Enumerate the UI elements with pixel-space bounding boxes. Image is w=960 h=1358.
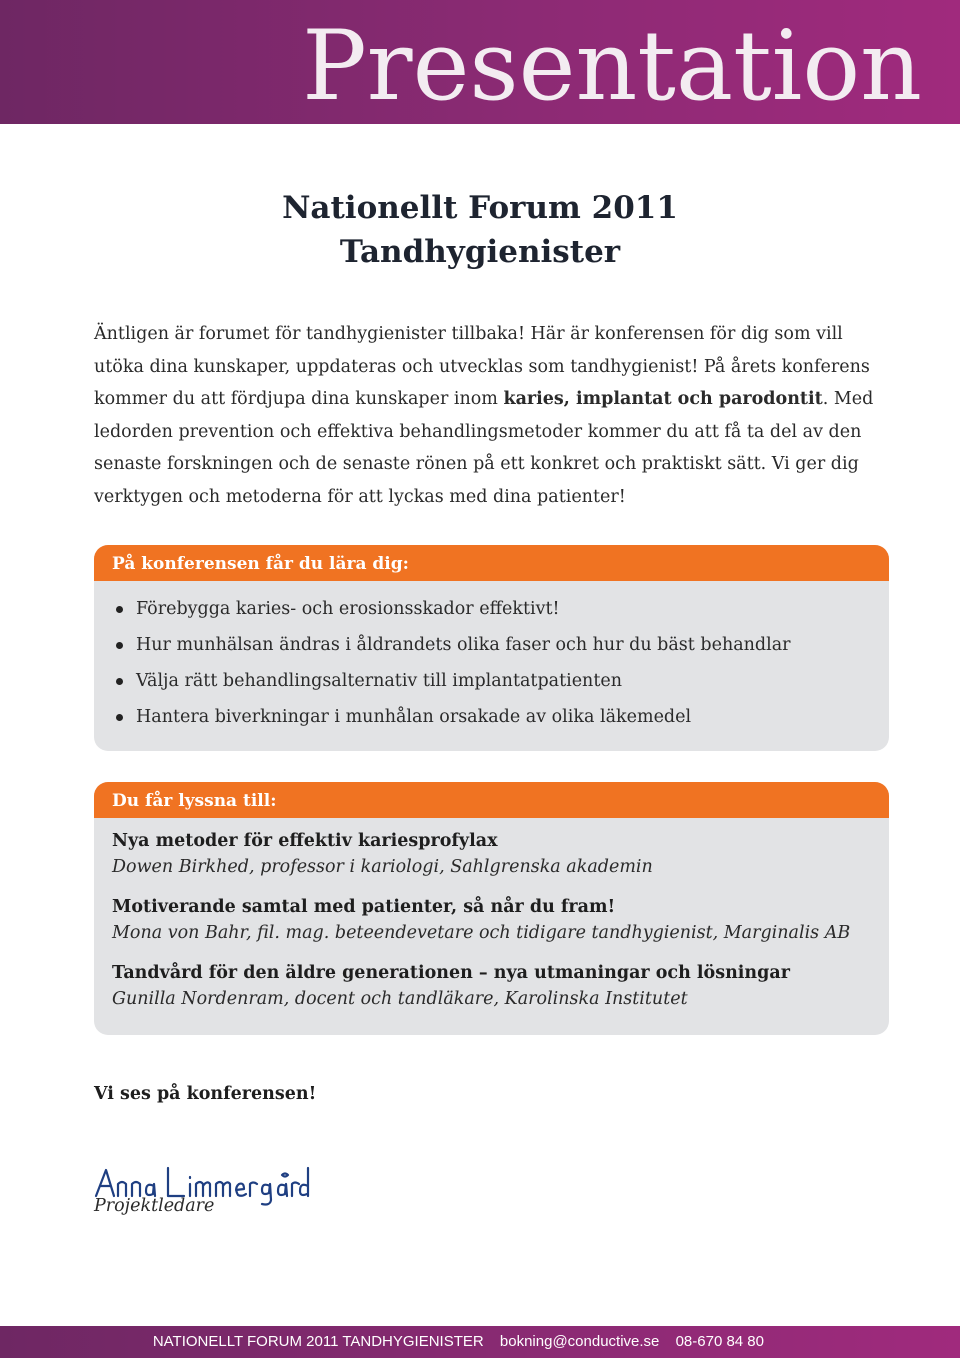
footer-phone: 08-670 84 80 <box>675 1333 764 1350</box>
talk-title: Nya metoder för effektiv kariesprofylax <box>112 831 498 851</box>
talk-speaker: Gunilla Nordenram, docent och tandläkare, Karolinska Institutet <box>112 989 688 1009</box>
learn-panel-heading: På konferensen får du lära dig: <box>94 545 889 581</box>
talk-item <box>112 894 889 946</box>
talk-item <box>112 960 889 1012</box>
learn-list-item: Förebygga karies- och erosionsskador effektivt! <box>116 591 889 627</box>
learn-list-item: Välja rätt behandlingsalternativ till implantatpatienten <box>116 663 889 699</box>
document-title-line-2: Tandhygienister <box>339 234 621 270</box>
learn-list-item: Hantera biverkningar i munhålan orsakade av olika läkemedel <box>116 699 889 735</box>
speakers-panel <box>94 782 889 1035</box>
talk-item <box>112 828 889 880</box>
talk-title: Motiverande samtal med patienter, så når du fram! <box>112 897 616 917</box>
speakers-panel-heading: Du får lyssna till: <box>94 782 889 818</box>
talk-speaker: Dowen Birkhed, professor i kariologi, Sahlgrenska akademin <box>112 857 653 877</box>
footer-event-name: NATIONELLT FORUM 2011 TANDHYGIENISTER <box>152 1333 484 1350</box>
header-band <box>0 0 960 124</box>
document-title <box>0 186 960 274</box>
intro-highlight: karies, implantat och parodontit <box>503 389 823 410</box>
footer-contact <box>153 1333 764 1350</box>
talk-speaker: Mona von Bahr, fil. mag. beteendevetare och tidigare tandhygienist, Marginalis AB <box>112 923 851 943</box>
intro-text-part-2: . Med ledorden prevention och effektiva behandlingsmetoder kommer du att få ta del av den senaste forskningen och de senaste rönen på ett konkret och praktiskt sätt. Vi ger dig verktygen och metoderna för att lyckas med dina patienter! <box>94 389 874 507</box>
footer-band <box>0 1326 960 1358</box>
intro-paragraph <box>94 318 884 514</box>
closing-line: Vi ses på konferensen! <box>94 1084 317 1104</box>
learn-list-item: Hur munhälsan ändras i åldrandets olika faser och hur du bäst behandlar <box>116 627 889 663</box>
learn-panel <box>94 545 889 751</box>
talk-list <box>94 818 889 1012</box>
signer-role: Projektledare <box>94 1196 215 1216</box>
intro-text-part-1: Äntligen är forumet för tandhygienister tillbaka! Här är konferensen för dig som vill utöka dina kunskaper, uppdateras och utvecklas som tandhygienist! På årets konferens kommer du att fördjupa dina kunskaper inom <box>94 324 870 410</box>
learn-list <box>94 581 889 735</box>
footer-email[interactable]: bokning@conductive.se <box>499 1333 660 1350</box>
talk-title: Tandvård för den äldre generationen – nya utmaningar och lösningar <box>112 963 790 983</box>
document-title-line-1: Nationellt Forum 2011 <box>282 190 678 226</box>
header-title: Presentation <box>302 10 922 122</box>
